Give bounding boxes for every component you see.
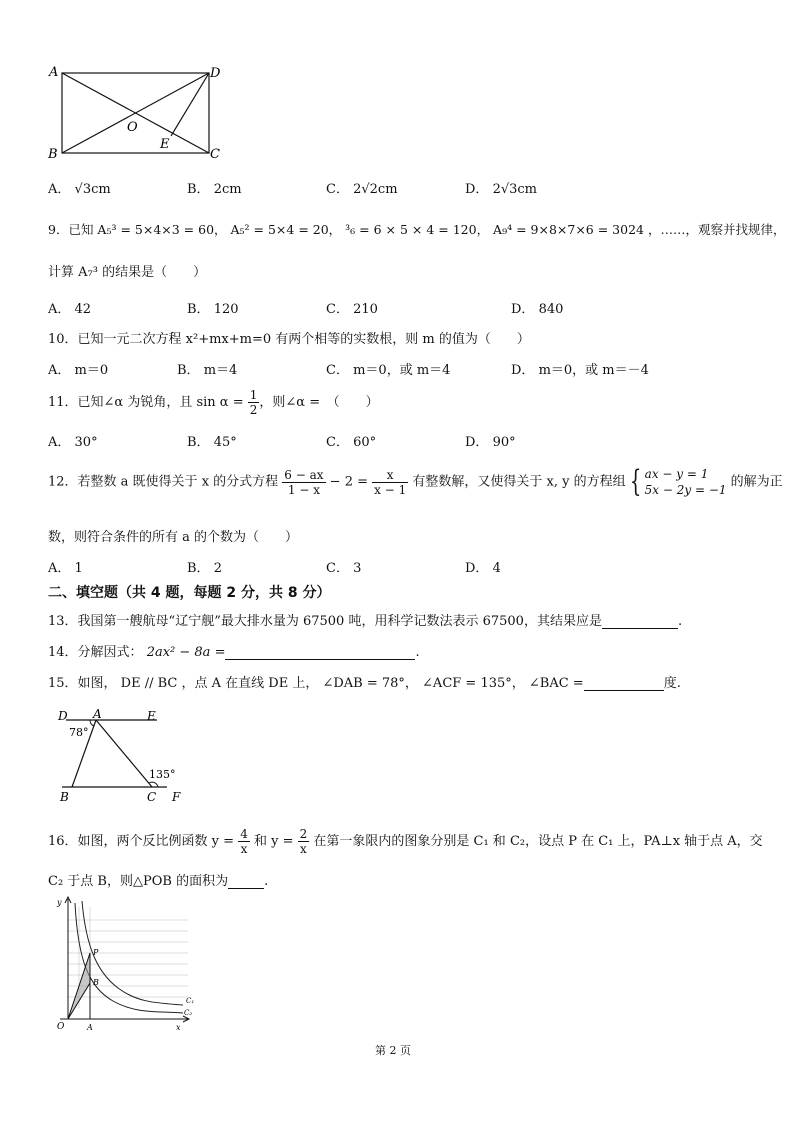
label-O: O: [127, 120, 138, 135]
q12-fraction-1: $\frac{6 - ax}{1 - x}$: [284, 467, 324, 497]
q12-fraction-2: $\frac{x}{x - 1}$: [374, 467, 407, 497]
rectangle-figure: [40, 60, 240, 165]
q8-option-d[interactable]: D． 2√3cm: [465, 182, 538, 197]
q12-system: ax − y = 1 5x − 2y = −1: [644, 467, 727, 497]
label-A: A: [93, 707, 102, 721]
curve-c2-label: C₂: [184, 1009, 193, 1017]
label-D: D: [210, 66, 221, 81]
q9-option-b[interactable]: B． 120: [187, 302, 239, 317]
q10-option-b[interactable]: B． m＝4: [177, 363, 238, 378]
q13-answer-blank[interactable]: [602, 613, 678, 629]
q12-option-c[interactable]: C． 3: [326, 561, 362, 576]
axis-x-label: x: [176, 1023, 181, 1032]
q15-line: 15．如图， DE // BC ，点 A 在直线 DE 上， ∠DAB = 78°， ∠ACF = 135°， ∠BAC = 度.: [48, 676, 681, 691]
q16-line2: C₂ 于点 B，则△POB 的面积为 .: [48, 874, 269, 889]
label-C: C: [210, 147, 220, 162]
q10-option-a[interactable]: A． m＝0: [48, 363, 109, 378]
q12-option-a[interactable]: A． 1: [48, 561, 83, 576]
point-a-label: A: [87, 1023, 93, 1032]
label-D: D: [58, 709, 68, 723]
q8-option-a[interactable]: A． √3cm: [48, 182, 111, 197]
q9-line1: 9．已知 A₅³ = 5×4×3 = 60， A₅² = 5×4 = 20， ³₆ = 6 × 5 × 4 = 120， A₉⁴ = 9×8×7×6 = 3024 ，……，观察并找规律，: [48, 222, 786, 237]
q11-option-a[interactable]: A． 30°: [48, 435, 98, 450]
q9-line2: 计算 A₇³ 的结果是（ ）: [48, 265, 207, 280]
q10-option-d[interactable]: D． m＝0，或 m＝－4: [511, 363, 649, 378]
point-b-label: B: [93, 978, 99, 987]
q12-option-d[interactable]: D． 4: [465, 561, 501, 576]
axis-y-label: y: [57, 898, 62, 907]
q12-line2: 数，则符合条件的所有 a 的个数为（ ）: [48, 530, 299, 545]
section-fill-in-title: 二、填空题（共 4 题，每题 2 分，共 8 分）: [48, 585, 331, 601]
q8-option-b[interactable]: B． 2cm: [187, 182, 242, 197]
q16-line1: 16．如图，两个反比例函数 y = $\frac{4}{x}$ 和 y = $\frac{2}{x}$ 在第一象限内的图象分别是 C₁ 和 C₂，设点 P 在 C₁ 上，PA⊥x 轴于点 A，交: [48, 827, 763, 856]
q11-fraction: $\frac{1}{2}$: [249, 388, 258, 417]
q11-option-b[interactable]: B． 45°: [187, 435, 237, 450]
q14-line: 14．分解因式： 2ax² − 8a = .: [48, 645, 420, 660]
curve-c1-label: C₁: [186, 997, 195, 1005]
point-p-label: P: [93, 948, 99, 957]
q12-option-b[interactable]: B． 2: [187, 561, 222, 576]
q11-line: 11．已知∠α 为锐角，且 sin α = $\frac{1}{2}$ ，则∠α = （ ）: [48, 388, 379, 417]
label-F: F: [172, 790, 181, 804]
angle-135-label: 135°: [149, 768, 176, 781]
q10-line: 10．已知一元二次方程 x²+mx+m=0 有两个相等的实数根，则 m 的值为（ ）: [48, 332, 530, 347]
q12-line1: 12．若整数 a 既使得关于 x 的分式方程 $\frac{6 - ax}{1 - x}$ − 2 = $\frac{x}{x - 1}$ 有整数解，又使得关于 x, y 的方程组 { ax − y = 1 5x − 2y = −1 的解为正: [48, 464, 783, 499]
triangle-figure: [52, 706, 192, 806]
angle-78-label: 78°: [69, 726, 89, 739]
q16-fraction-1: $\frac{4}{x}$: [240, 827, 248, 856]
q12-brace: {: [629, 464, 641, 499]
label-E: E: [147, 709, 156, 723]
q15-answer-blank[interactable]: [584, 675, 664, 691]
q9-option-d[interactable]: D． 840: [511, 302, 564, 317]
label-B: B: [60, 790, 69, 804]
label-C: C: [147, 790, 157, 804]
q11-option-c[interactable]: C． 60°: [326, 435, 377, 450]
label-A: A: [49, 65, 59, 80]
q8-option-c[interactable]: C． 2√2cm: [326, 182, 398, 197]
q16-fraction-2: $\frac{2}{x}$: [299, 827, 308, 856]
q13-line: 13．我国第一艘航母“辽宁舰”最大排水量为 67500 吨，用科学记数法表示 67500，其结果应是 .: [48, 614, 683, 629]
q10-option-c[interactable]: C． m＝0，或 m＝4: [326, 363, 451, 378]
q16-answer-blank[interactable]: [228, 873, 264, 889]
q9-option-c[interactable]: C． 210: [326, 302, 378, 317]
label-E: E: [160, 137, 170, 152]
page-footer: 第 2 页: [375, 1044, 411, 1057]
q14-answer-blank[interactable]: [225, 644, 415, 660]
q9-option-a[interactable]: A． 42: [48, 302, 92, 317]
hyperbola-graph: [48, 893, 198, 1033]
q11-option-d[interactable]: D． 90°: [465, 435, 516, 450]
origin-label: O: [57, 1022, 65, 1032]
label-B: B: [48, 147, 58, 162]
